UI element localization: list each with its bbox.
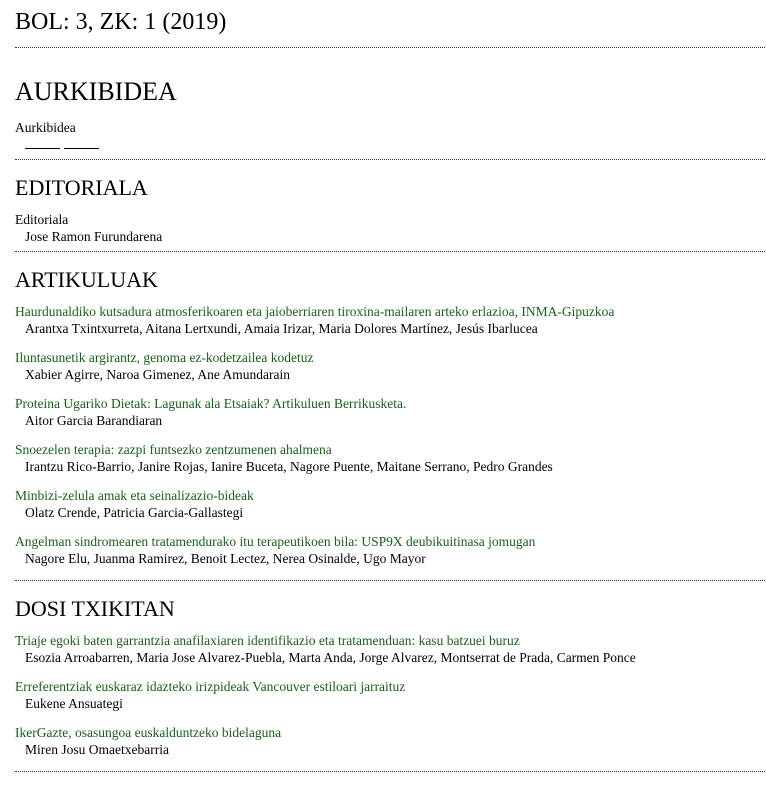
- toc-item-title[interactable]: Iluntasunetik argirantz, genoma ez-kodetzailea kodetuz: [15, 349, 314, 365]
- toc-item: [15, 119, 765, 153]
- toc-item: [15, 487, 765, 521]
- toc-item-authors: Esozia Arroabarren, Maria Jose Alvarez-Puebla, Marta Anda, Jorge Alvarez, Montserrat de Prada, Carmen Ponce: [25, 650, 636, 666]
- toc-item-title[interactable]: Minbizi-zelula amak eta seinalizazio-bideak: [15, 487, 254, 503]
- toc-item-title[interactable]: Erreferentziak euskaraz idazteko irizpideak Vancouver estiloari jarraituz: [15, 679, 406, 695]
- divider: [15, 771, 765, 772]
- toc-item-authors: Aitor Garcia Barandiaran: [25, 412, 163, 428]
- section-dosi-txikitan: [15, 581, 765, 758]
- section-editoriala: [15, 160, 765, 245]
- toc-item-authors: Nagore Elu, Juanma Ramirez, Benoit Lectez, Nerea Osinalde, Ugo Mayor: [25, 550, 426, 566]
- toc-item: [15, 211, 765, 245]
- toc-item-title[interactable]: Triaje egoki baten garrantzia anafilaxiaren identifikazio eta tratamenduan: kasu batzuei buruz: [15, 633, 520, 649]
- section-title-editoriala: EDITORIALA: [15, 174, 148, 200]
- toc-item: [15, 724, 765, 758]
- section-title-artikuluak: ARTIKULUAK: [15, 266, 158, 292]
- toc-item-authors: Arantxa Txintxurreta, Aitana Lertxundi, Amaia Irizar, Maria Dolores Martínez, Jesús Ibarlucea: [25, 320, 538, 336]
- toc-item-authors: Irantzu Rico-Barrio, Janire Rojas, Ianire Buceta, Nagore Puente, Maitane Serrano, Pedro Grandes: [25, 458, 553, 474]
- section-title-dosi-txikitan: DOSI TXIKITAN: [15, 595, 175, 621]
- section-aurkibidea: [15, 48, 765, 153]
- toc-item-title[interactable]: Angelman sindromearen tratamendurako itu terapeutikoen bila: USP9X deubikuitinasa jomugan: [15, 533, 536, 549]
- toc-item: [15, 678, 765, 712]
- toc-item-authors: Olatz Crende, Patricia Garcia-Gallastegi: [25, 504, 244, 520]
- toc-item: [15, 349, 765, 383]
- toc-item-title[interactable]: Haurdunaldiko kutsadura atmosferikoaren eta jaioberriaren tiroxina-mailaren arteko erlazioa, INMA-Gipuzkoa: [15, 303, 615, 319]
- toc-item: [15, 533, 765, 567]
- toc-item-authors: Miren Josu Omaetxebarria: [25, 742, 169, 758]
- section-title-aurkibidea: AURKIBIDEA: [15, 77, 177, 106]
- toc-item: [15, 632, 765, 666]
- toc-item-title[interactable]: Editoriala: [15, 211, 69, 227]
- toc-item: [15, 441, 765, 475]
- toc-item-title[interactable]: Snoezelen terapia: zazpi funtsezko zentzumenen ahalmena: [15, 441, 332, 457]
- issue-title: BOL: 3, ZK: 1 (2019): [15, 9, 227, 35]
- toc-item-authors: Jose Ramon Furundarena: [25, 228, 163, 244]
- toc-item-authors: [15, 136, 765, 153]
- toc-item: [15, 303, 765, 337]
- toc-item-title[interactable]: IkerGazte, osasungoa euskalduntzeko bidelaguna: [15, 725, 282, 741]
- toc-item: [15, 395, 765, 429]
- section-artikuluak: [15, 252, 765, 567]
- toc-item-title[interactable]: Proteina Ugariko Dietak: Lagunak ala Etsaiak? Artikuluen Berrikusketa.: [15, 395, 407, 411]
- toc-item-title[interactable]: Aurkibidea: [15, 119, 76, 135]
- toc-item-authors: Xabier Agirre, Naroa Gimenez, Ane Amundarain: [25, 366, 291, 382]
- toc-item-authors: Eukene Ansuategi: [25, 696, 123, 712]
